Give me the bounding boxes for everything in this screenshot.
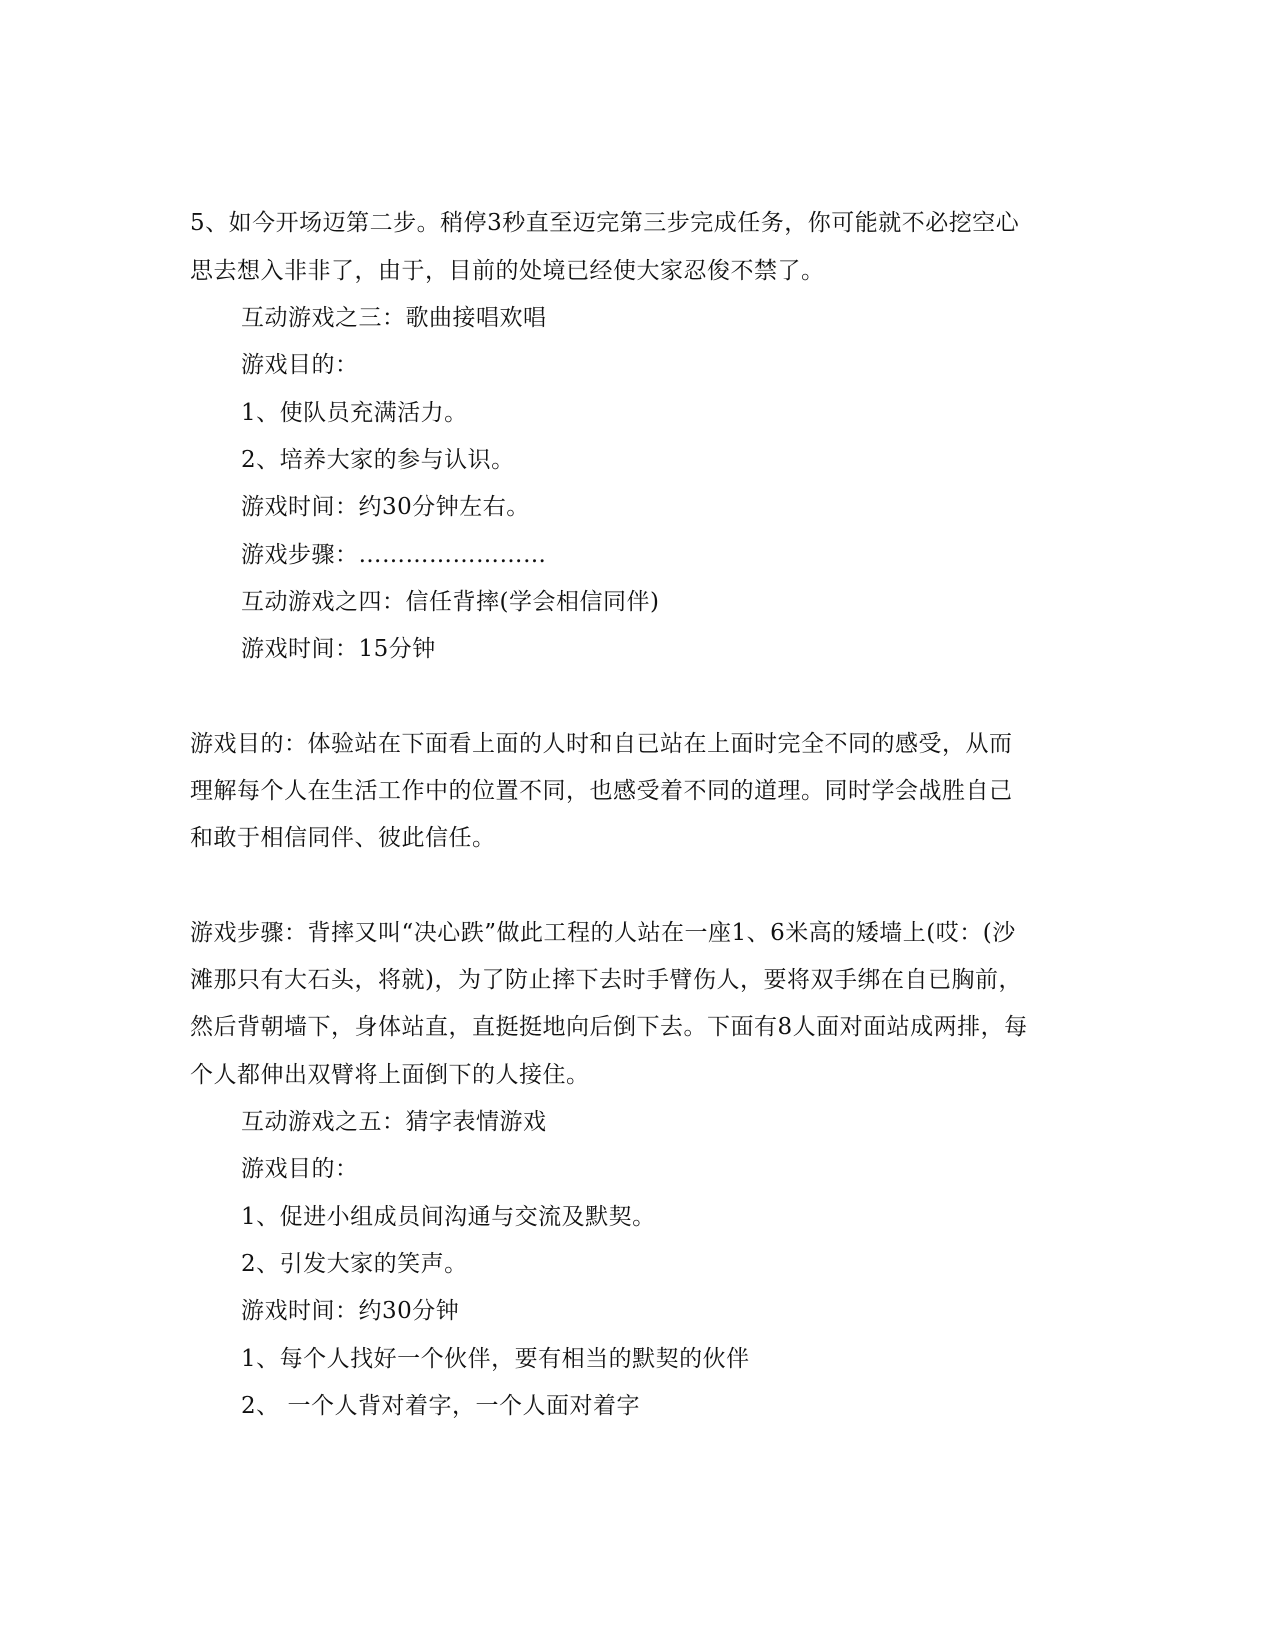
list-item: 1、促进小组成员间沟通与交流及默契。 [241, 1204, 656, 1230]
list-item: 1、使队员充满活力。 [241, 400, 468, 426]
paragraph-line: 和敢于相信同伴、彼此信任。 [190, 825, 496, 851]
paragraph-line: 然后背朝墙下，身体站直，直挺挺地向后倒下去。下面有8人面对面站成两排，每 [190, 1014, 1028, 1040]
paragraph-line: 游戏时间：约30分钟左右。 [241, 494, 530, 520]
paragraph-line: 个人都伸出双臂将上面倒下的人接住。 [190, 1062, 590, 1088]
paragraph-line: 滩那只有大石头，将就)，为了防止摔下去时手臂伤人，要将双手绑在自已胸前， [190, 967, 1022, 993]
paragraph-line: 游戏时间：15分钟 [241, 636, 436, 662]
paragraph-line: 游戏步骤：…………………… [241, 542, 547, 568]
section-heading: 互动游戏之五：猜字表情游戏 [241, 1109, 547, 1135]
paragraph-line: 思去想入非非了，由于，目前的处境已经使大家忍俊不禁了。 [190, 258, 825, 284]
section-heading: 互动游戏之三：歌曲接唱欢唱 [241, 305, 547, 331]
list-item: 1、每个人找好一个伙伴，要有相当的默契的伙伴 [241, 1346, 750, 1372]
paragraph-line: 游戏时间：约30分钟 [241, 1298, 460, 1324]
list-item: 2、培养大家的参与认识。 [241, 447, 515, 473]
paragraph-line: 5、如今开场迈第二步。稍停3秒直至迈完第三步完成任务，你可能就不必挖空心 [190, 210, 1020, 236]
paragraph-line: 游戏目的： [241, 1156, 359, 1182]
list-item: 2、 一个人背对着字，一个人面对着字 [241, 1393, 640, 1419]
paragraph-line: 游戏目的： [241, 352, 359, 378]
paragraph-line: 理解每个人在生活工作中的位置不同，也感受着不同的道理。同时学会战胜自己 [190, 778, 1013, 804]
section-heading: 互动游戏之四：信任背摔(学会相信同伴) [241, 589, 660, 615]
list-item: 2、引发大家的笑声。 [241, 1251, 468, 1277]
paragraph-line: 游戏目的：体验站在下面看上面的人时和自已站在上面时完全不同的感受，从而 [190, 731, 1013, 757]
paragraph-line: 游戏步骤：背摔又叫“决心跌”做此工程的人站在一座1、6米高的矮墙上(哎：(沙 [190, 920, 1016, 946]
